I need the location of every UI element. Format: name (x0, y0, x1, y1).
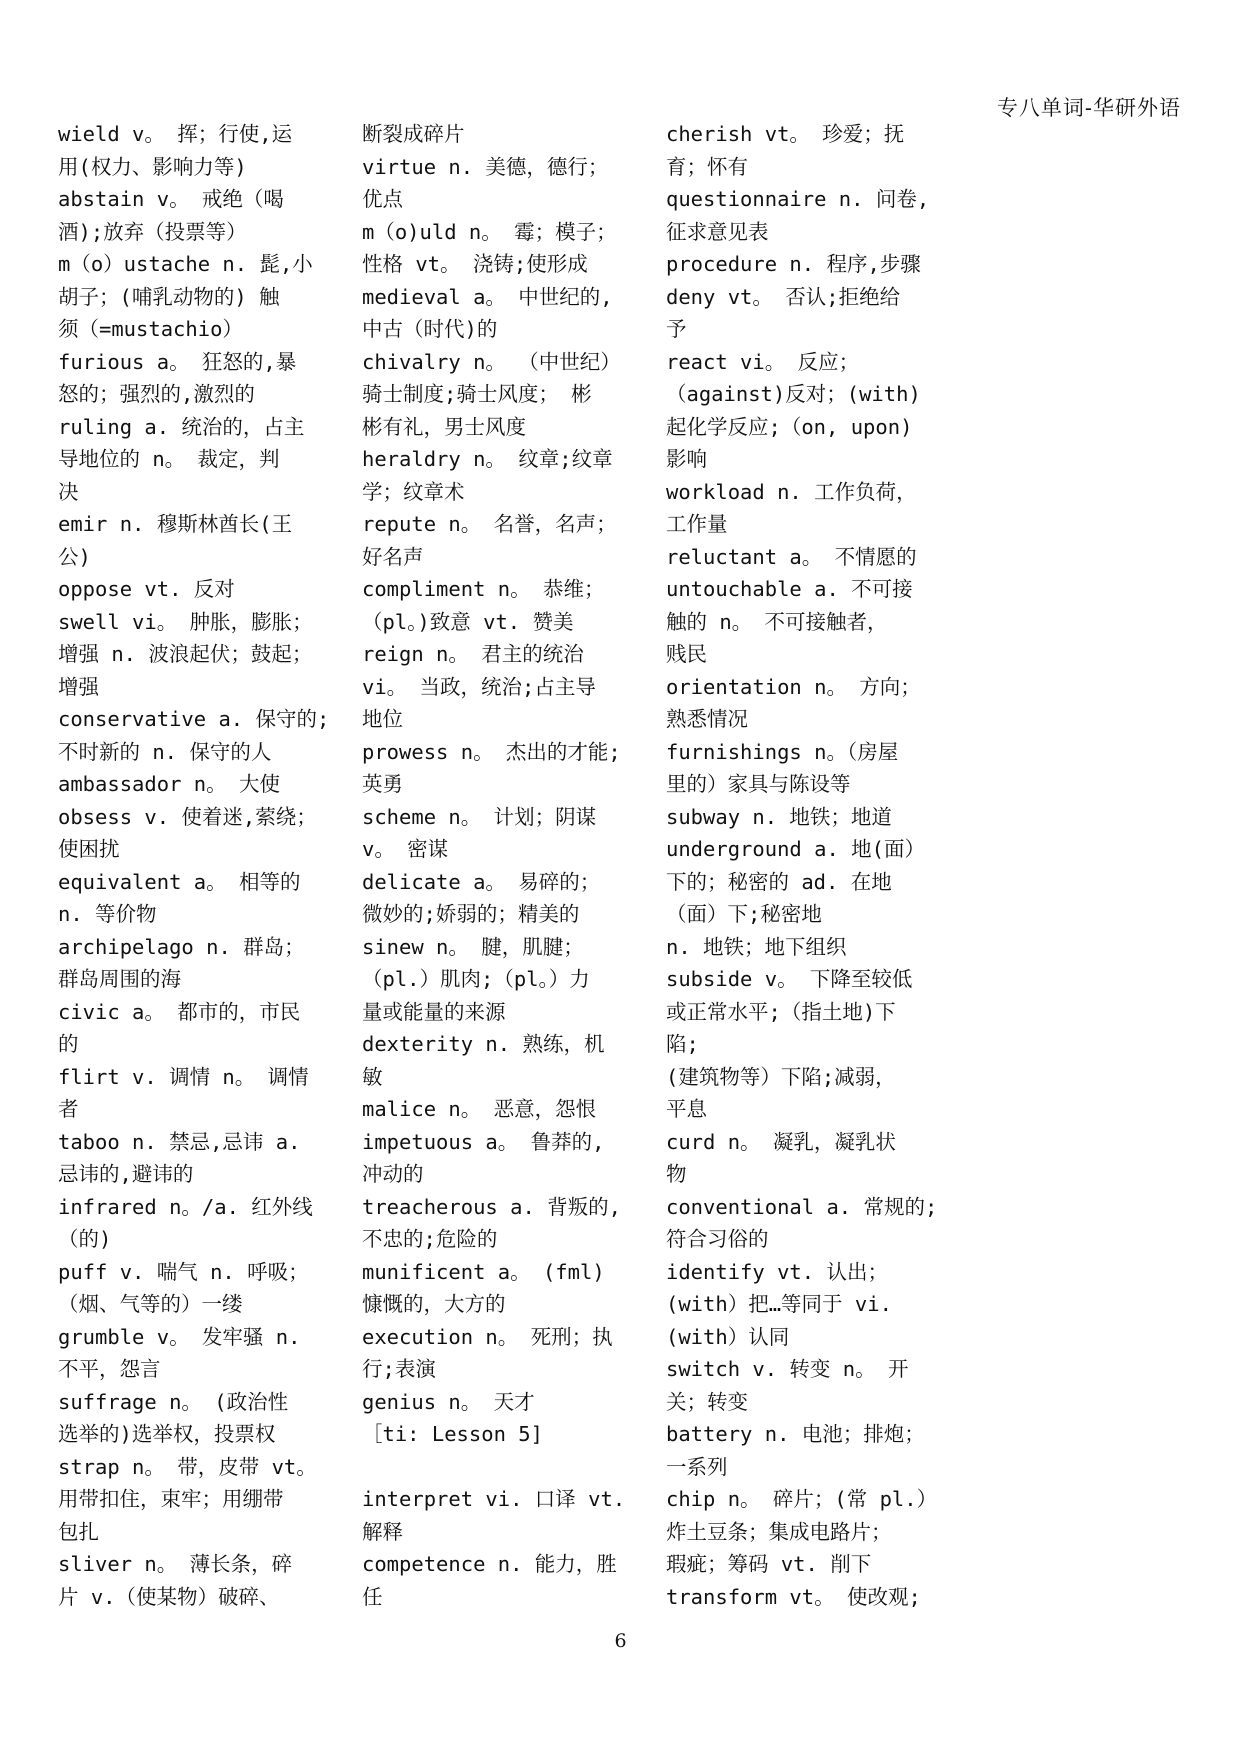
text-line: 炸土豆条；集成电路片； (666, 1519, 892, 1544)
text-line: （的) (58, 1227, 112, 1251)
text-line: 量或能量的来源 (362, 999, 506, 1024)
text-line: 群岛周围的海 (58, 967, 181, 991)
text-line: （面）下;秘密地 (666, 902, 822, 926)
text-line: 地位 (362, 707, 403, 731)
text-line: munificent a。 (fml) (362, 1259, 605, 1284)
text-line: 好名声 (362, 544, 424, 569)
text-line: 忌讳的,避讳的 (58, 1162, 194, 1186)
text-line: switch v. 转变 n。 开 (666, 1357, 909, 1381)
text-line: （pl.）肌肉;（pl。）力 (362, 967, 590, 991)
text-line: curd n。 凝乳，凝乳状 (666, 1129, 896, 1154)
text-line: 增强 (58, 674, 99, 699)
text-line: 育；怀有 (666, 154, 748, 179)
text-line: 胡子；(哺乳动物的) 触 (58, 284, 280, 309)
text-line: 酒);放弃（投票等） (58, 219, 247, 244)
text-line: archipelago n. 群岛； (58, 934, 305, 959)
text-line: 任 (362, 1584, 383, 1609)
page-number: 6 (614, 1630, 627, 1652)
text-line: flirt v. 调情 n。 调情 (58, 1064, 309, 1089)
text-line: 一系列 (666, 1454, 728, 1479)
text-line: strap n。 带，皮带 vt。 (58, 1454, 317, 1479)
text-line: 用带扣住，束牢；用绷带 (58, 1487, 284, 1511)
text-line: m（o）ustache n. 髭,小 (58, 252, 313, 276)
text-line: 彬有礼，男士风度 (362, 414, 526, 439)
text-line: equivalent a。 相等的 (58, 869, 301, 894)
text-line: m（o)uld n。 霉；模子； (362, 219, 617, 244)
text-line: 征求意见表 (666, 219, 769, 244)
text-line: malice n。 恶意，怨恨 (362, 1097, 597, 1121)
text-line: reign n。 君主的统治 (362, 642, 584, 666)
text-line: dexterity n. 熟练，机 (362, 1032, 605, 1056)
text-line: compliment n。 恭维； (362, 577, 605, 601)
text-line: underground a. 地(面） (666, 837, 925, 861)
text-line: 不平，怨言 (58, 1357, 161, 1381)
text-line: conventional a. 常规的; (666, 1194, 938, 1219)
text-line: n. 等价物 (58, 902, 157, 926)
text-line: abstain v。 戒绝（喝 (58, 187, 284, 211)
text-line: 慷慨的，大方的 (362, 1292, 506, 1316)
column-2 (362, 118, 624, 1613)
text-line: 优点 (362, 187, 403, 211)
text-line: 予 (666, 317, 687, 341)
text-line: react vi。 反应； (666, 349, 860, 374)
text-line: genius n。 天才 (362, 1389, 535, 1414)
text-line: 陷; (666, 1032, 699, 1056)
text-line: 贱民 (666, 642, 707, 666)
text-line: 者 (58, 1097, 79, 1121)
text-line: interpret vi. 口译 vt. (362, 1487, 626, 1511)
text-line: suffrage n。 (政治性 (58, 1389, 289, 1414)
text-line: infrared n。/a. 红外线 (58, 1194, 313, 1219)
text-line: oppose vt. 反对 (58, 577, 235, 601)
text-line: grumble v。 发牢骚 n. (58, 1324, 301, 1349)
text-line: 断裂成碎片 (362, 122, 465, 146)
text-line: conservative a. 保守的; (58, 707, 330, 731)
text-line: transform vt。 使改观; (666, 1584, 921, 1609)
text-line: delicate a。 易碎的； (362, 869, 601, 894)
text-line: repute n。 名誉，名声； (362, 512, 617, 536)
text-line: 微妙的;娇弱的；精美的 (362, 902, 580, 926)
text-line: 怒的；强烈的,激烈的 (58, 382, 255, 406)
text-line: 须（=mustachio） (58, 317, 243, 341)
text-line: identify vt. 认出； (666, 1259, 888, 1284)
text-line: 敏 (362, 1064, 383, 1089)
text-line: chip n。 碎片；(常 pl.） (666, 1487, 938, 1511)
text-line: v。 密谋 (362, 837, 449, 861)
text-line: questionnaire n. 问卷, (666, 187, 930, 211)
text-line: civic a。 都市的，市民 (58, 999, 301, 1024)
text-line: prowess n。 杰出的才能; (362, 739, 621, 764)
page-header: 专八单词-华研外语 (996, 96, 1181, 120)
text-line: 用(权力、影响力等) (58, 154, 247, 179)
text-line: 影响 (666, 447, 707, 471)
text-line: (with）认同 (666, 1324, 790, 1349)
text-line: (with）把…等同于 vi. (666, 1292, 892, 1316)
text-line: 触的 n。 不可接触者， (666, 609, 888, 634)
text-line: 的 (58, 1032, 79, 1056)
text-line: ambassador n。 大使 (58, 772, 280, 796)
text-line: obsess v. 使着迷,萦绕； (58, 804, 317, 829)
text-line: 瑕疵；筹码 vt. 削下 (666, 1552, 872, 1576)
text-line: ［ti: Lesson 5] (362, 1422, 543, 1446)
text-line: cherish vt。 珍爱；抚 (666, 122, 905, 146)
text-line: swell vi。 肿胀，膨胀； (58, 609, 313, 634)
text-line: untouchable a. 不可接 (666, 577, 913, 601)
text-line: competence n. 能力，胜 (362, 1552, 617, 1576)
text-line: treacherous a. 背叛的, (362, 1194, 621, 1219)
text-line: (建筑物等）下陷;减弱， (666, 1064, 896, 1089)
text-line: 导地位的 n。 裁定，判 (58, 447, 280, 471)
text-line: 冲动的 (362, 1162, 424, 1186)
text-line: 学；纹章术 (362, 479, 465, 504)
text-line: 行;表演 (362, 1357, 436, 1381)
text-line: virtue n. 美德，德行； (362, 154, 609, 179)
text-line: 物 (666, 1162, 687, 1186)
text-line: 决 (58, 479, 79, 504)
text-line: sliver n。 薄长条，碎 (58, 1552, 293, 1576)
text-line: 或正常水平;（指土地)下 (666, 999, 896, 1024)
text-line: 里的）家具与陈设等 (666, 772, 851, 796)
text-line: 公) (58, 544, 91, 569)
text-line (362, 1451, 624, 1484)
text-line: （烟、气等的）一缕 (58, 1292, 243, 1316)
column-3 (666, 118, 938, 1613)
text-line: ruling a. 统治的，占主 (58, 414, 305, 439)
text-line: 增强 n. 波浪起伏；鼓起； (58, 642, 313, 666)
text-line: 中古（时代)的 (362, 317, 498, 341)
text-line: deny vt。 否认;拒绝给 (666, 284, 901, 309)
text-line: impetuous a。 鲁莽的, (362, 1129, 605, 1154)
text-line: orientation n。 方向； (666, 674, 921, 699)
text-line: procedure n. 程序,步骤 (666, 252, 921, 276)
text-line: （against)反对；(with) (666, 382, 921, 406)
text-line: sinew n。 腱，肌腱； (362, 934, 584, 959)
text-line: battery n. 电池；排炮； (666, 1422, 925, 1446)
text-line: emir n. 穆斯林酋长(王 (58, 512, 293, 536)
text-line: 英勇 (362, 772, 403, 796)
text-line: subway n. 地铁；地道 (666, 804, 892, 829)
text-line: 选举的)选举权，投票权 (58, 1422, 276, 1446)
column-1 (58, 118, 330, 1613)
text-line: 包扎 (58, 1519, 99, 1544)
text-line: execution n。 死刑；执 (362, 1324, 613, 1349)
text-line: 解释 (362, 1519, 403, 1544)
text-line: medieval a。 中世纪的, (362, 284, 613, 309)
text-line: n. 地铁；地下组织 (666, 934, 847, 959)
text-line: （pl。)致意 vt. 赞美 (362, 609, 574, 634)
text-line: taboo n. 禁忌,忌讳 a. (58, 1129, 301, 1154)
text-line: reluctant a。 不情愿的 (666, 544, 917, 569)
text-line: 使困扰 (58, 837, 120, 861)
text-line: 工作量 (666, 512, 728, 536)
text-line: 片 v.（使某物）破碎、 (58, 1584, 280, 1609)
text-line: 符合习俗的 (666, 1227, 769, 1251)
text-line: scheme n。 计划；阴谋 (362, 804, 597, 829)
text-line: 平息 (666, 1097, 707, 1121)
text-line: 关；转变 (666, 1389, 748, 1414)
text-line: 起化学反应;（on, upon) (666, 414, 913, 439)
text-line: 不时新的 n. 保守的人 (58, 739, 272, 764)
text-line: furious a。 狂怒的,暴 (58, 349, 297, 374)
text-line: puff v. 喘气 n. 呼吸； (58, 1259, 309, 1284)
text-line: 不忠的;危险的 (362, 1227, 498, 1251)
text-line: 性格 vt。 浇铸;使形成 (362, 252, 588, 276)
text-line: vi。 当政，统治;占主导 (362, 674, 596, 699)
text-line: chivalry n。 （中世纪） (362, 349, 621, 374)
text-line: subside v。 下降至较低 (666, 967, 913, 991)
text-line: heraldry n。 纹章;纹章 (362, 447, 613, 471)
text-line: 骑士制度;骑士风度； 彬 (362, 382, 592, 406)
text-line: furnishings n。（房屋 (666, 739, 899, 764)
text-line: wield v。 挥；行使,运 (58, 122, 293, 146)
text-line: 下的；秘密的 ad. 在地 (666, 869, 892, 894)
text-line: workload n. 工作负荷， (666, 479, 917, 504)
text-line: 熟悉情况 (666, 707, 748, 731)
